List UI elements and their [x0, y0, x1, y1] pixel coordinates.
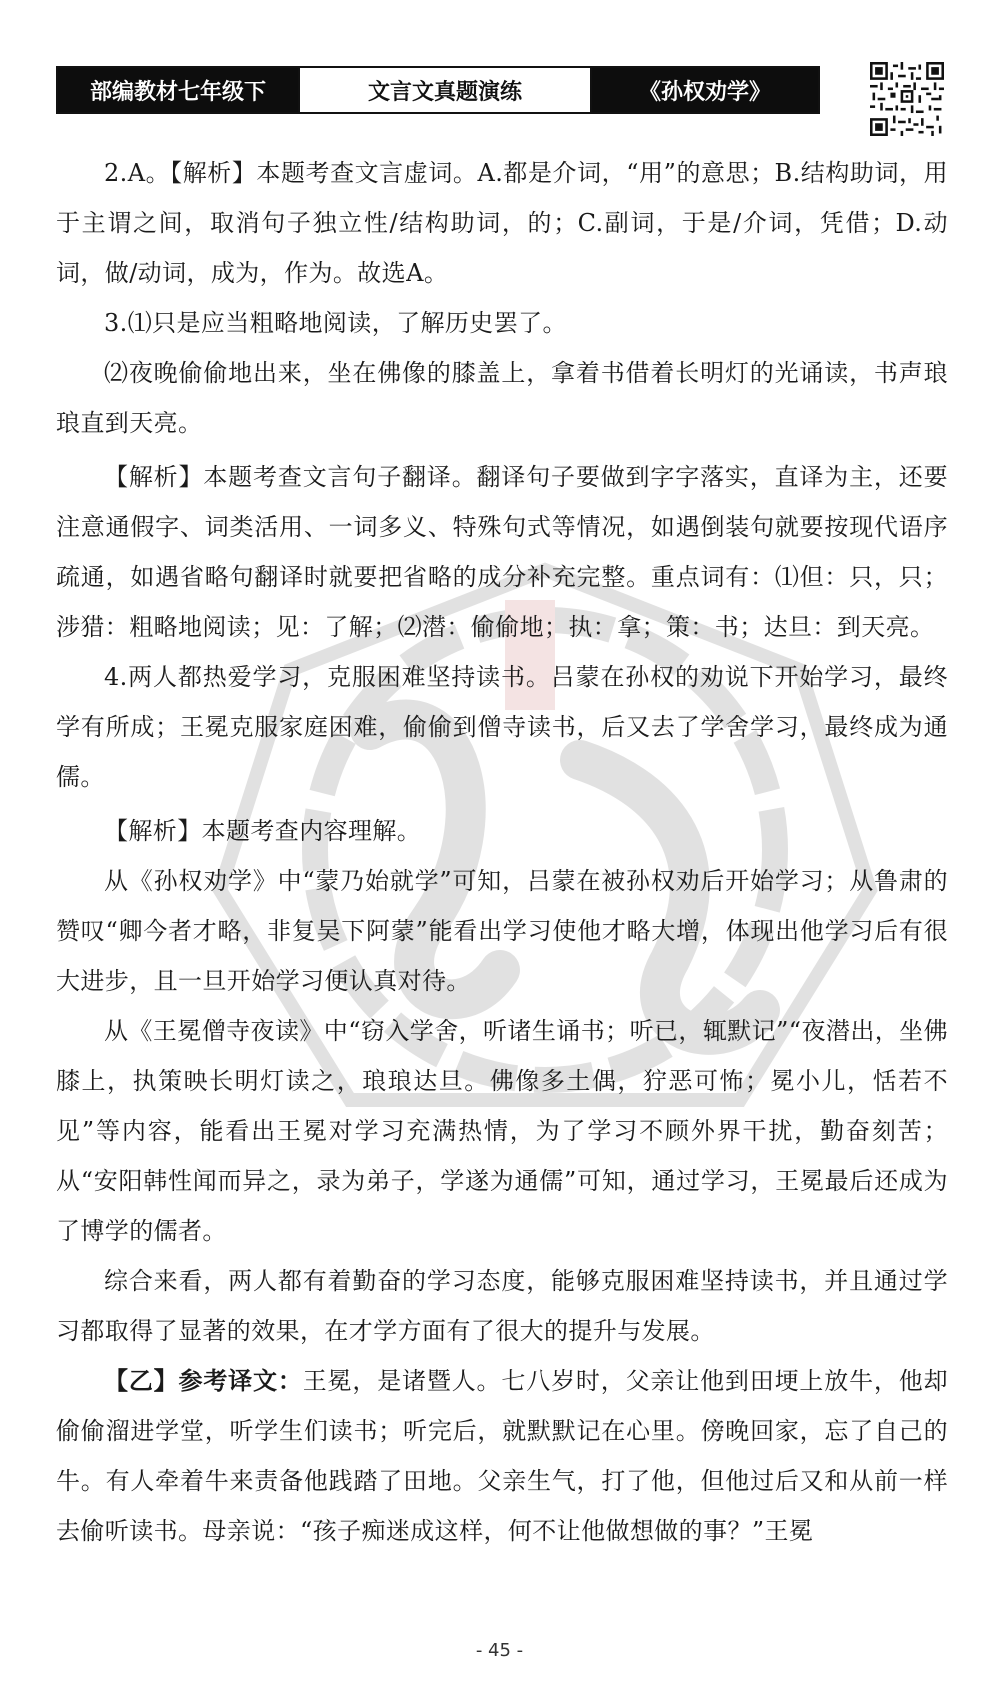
- answer-3-analysis: 【解析】本题考查文言句子翻译。翻译句子要做到字字落实，直译为主，还要注意通假字、词类活用、一词多义、特殊句式等情况，如遇倒装句就要按现代语序疏通，如遇省略句翻译时就要把省略的成分补充完整。重点词有：⑴但：只，只；涉猎：粗略地阅读；见：了解；⑵潜：偷偷地；执：拿；策：书；达旦：到天亮。: [56, 463, 948, 641]
- answer-3-part1: 3.⑴只是应当粗略地阅读，了解历史罢了。: [104, 309, 567, 337]
- analysis-paragraph-1: 从《孙权劝学》中“蒙乃始就学”可知，吕蒙在被孙权劝后开始学习；从鲁肃的赞叹“卿今者才略，非复吴下阿蒙”能看出学习使他才略大增，体现出他学习后有很大进步，且一旦开始学习便认真对待。: [56, 867, 948, 995]
- header-section: 文言文真题演练: [298, 68, 592, 112]
- translation-label: 【乙】参考译文：: [104, 1366, 303, 1395]
- translation-text: 王冕，是诸暨人。七八岁时，父亲让他到田埂上放牛，他却偷偷溜进学堂，听学生们读书；听完后，就默默记在心里。傍晚回家，忘了自己的牛。有人牵着牛来责备他践踏了田地。父亲生气，打了他，但他过后又和从前一样去偷听读书。母亲说：“孩子痴迷成这样，何不让他做想做的事？”王冕: [56, 1367, 949, 1545]
- page-header: [56, 66, 820, 114]
- translation-paragraph: [56, 1356, 948, 1556]
- answer-4-analysis: 【解析】本题考查内容理解。: [104, 817, 422, 845]
- page-number: - 45 -: [475, 1640, 524, 1661]
- header-title: 《孙权劝学》: [592, 68, 818, 112]
- qr-code-icon: [870, 62, 944, 136]
- answer-2: 2.A。【解析】本题考查文言虚词。A.都是介词，“用”的意思；B.结构助词，用于主谓之间，取消句子独立性/结构助词，的；C.副词，于是/介词，凭借；D.动词，做/动词，成为，作为。故选A。: [56, 159, 948, 287]
- analysis-paragraph-2: 从《王冕僧寺夜读》中“窃入学舍，听诸生诵书；听已，辄默记”“夜潜出，坐佛膝上，执策映长明灯读之，琅琅达旦。佛像多土偶，狞恶可怖；冕小儿，恬若不见”等内容，能看出王冕对学习充满热情，为了学习不顾外界干扰，勤奋刻苦；从“安阳韩性闻而异之，录为弟子，学遂为通儒”可知，通过学习，王冕最后还成为了博学的儒者。: [56, 1017, 948, 1245]
- answer-3-part2: ⑵夜晚偷偷地出来，坐在佛像的膝盖上，拿着书借着长明灯的光诵读，书声琅琅直到天亮。: [56, 359, 948, 437]
- analysis-summary: 综合来看，两人都有着勤奋的学习态度，能够克服困难坚持读书，并且通过学习都取得了显著的效果，在才学方面有了很大的提升与发展。: [56, 1267, 948, 1345]
- answer-content: [56, 148, 948, 1556]
- header-grade: 部编教材七年级下: [58, 68, 298, 112]
- answer-4: 4.两人都热爱学习，克服困难坚持读书。吕蒙在孙权的劝说下开始学习，最终学有所成；王冕克服家庭困难，偷偷到僧寺读书，后又去了学舍学习，最终成为通儒。: [56, 663, 948, 791]
